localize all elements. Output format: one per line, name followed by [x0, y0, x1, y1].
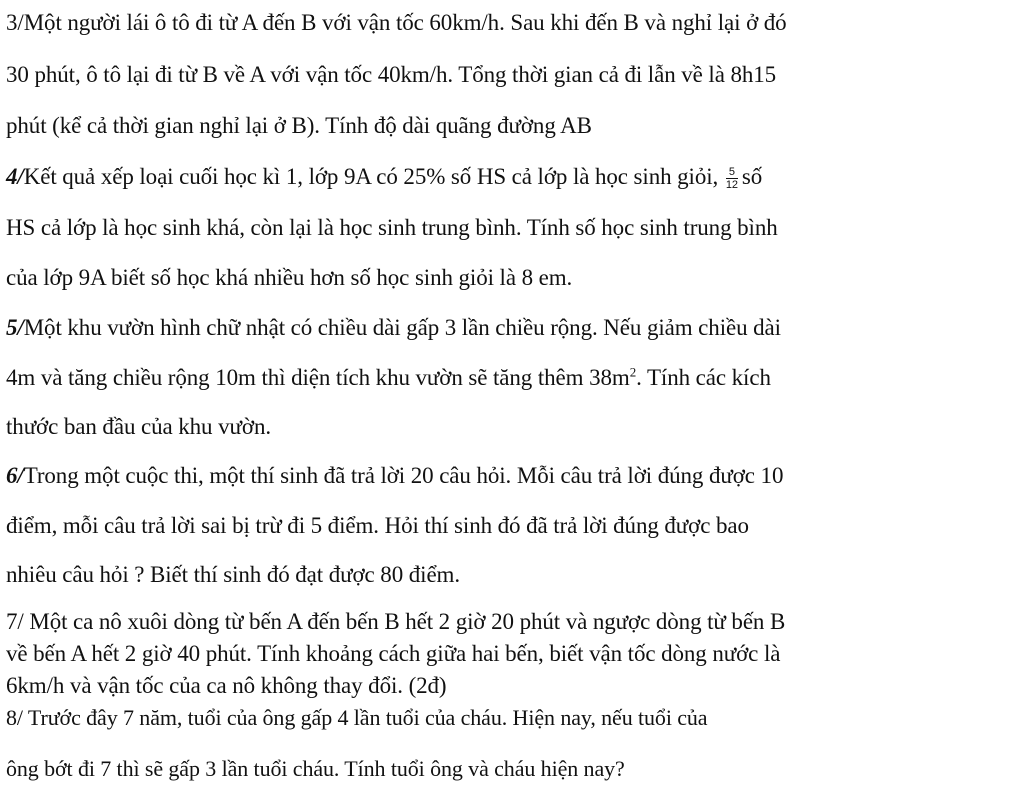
problem-6-line-1 [6, 461, 783, 491]
problem-3-line-2: 30 phút, ô tô lại đi từ B về A với vận tốc 40km/h. Tổng thời gian cả đi lẫn về là 8h15 [6, 62, 777, 87]
problem-4-number: 4/ [6, 164, 24, 189]
problem-6-line-2: điểm, mỗi câu trả lời sai bị trừ đi 5 điểm. Hỏi thí sinh đó đã trả lời đúng được bao [6, 513, 749, 538]
problem-5-line-3: thước ban đầu của khu vườn. [6, 414, 271, 439]
problem-5-line-2 [6, 363, 771, 393]
problem-4-line-1-text: Kết quả xếp loại cuối học kì 1, lớp 9A có 25% số HS cả lớp là học sinh giỏi, [23, 164, 719, 189]
problem-7-line-1: 7/ Một ca nô xuôi dòng từ bến A đến bến B hết 2 giờ 20 phút và ngược dòng từ bến B [6, 609, 786, 634]
problem-3-line-1: 3/Một người lái ô tô đi từ A đến B với vận tốc 60km/h. Sau khi đến B và nghỉ lại ở đó [6, 10, 787, 35]
squared-exponent: 2 [629, 364, 637, 380]
problem-5-line-1-text: Một khu vườn hình chữ nhật có chiều dài gấp 3 lần chiều rộng. Nếu giảm chiều dài [23, 315, 781, 340]
problem-7-line-3: 6km/h và vận tốc của ca nô không thay đổi. (2đ) [6, 673, 447, 698]
problem-6-number: 6/ [6, 463, 24, 488]
fraction-five-twelfths [726, 166, 738, 191]
problem-4-line-1-tail: số [741, 164, 763, 189]
problem-5-line-1 [6, 313, 781, 343]
fraction-numerator: 5 [728, 166, 735, 179]
problem-5-number: 5/ [6, 315, 24, 340]
problem-4-line-2: HS cả lớp là học sinh khá, còn lại là học sinh trung bình. Tính số học sinh trung bình [6, 215, 778, 240]
problem-7-line-2: về bến A hết 2 giờ 40 phút. Tính khoảng cách giữa hai bến, biết vận tốc dòng nước là [6, 641, 781, 666]
problem-6-line-3: nhiêu câu hỏi ? Biết thí sinh đó đạt được 80 điểm. [6, 562, 460, 587]
problem-3-line-3: phút (kể cả thời gian nghỉ lại ở B). Tính độ dài quãng đường AB [6, 113, 592, 138]
problem-8-line-1: 8/ Trước đây 7 năm, tuổi của ông gấp 4 lần tuổi của cháu. Hiện nay, nếu tuổi của [6, 705, 708, 730]
fraction-denominator: 12 [725, 179, 738, 192]
problem-4-line-3: của lớp 9A biết số học khá nhiều hơn số học sinh giỏi là 8 em. [6, 265, 573, 290]
problem-5-line-2-post: . Tính các kích [636, 365, 771, 390]
problem-4-line-1 [6, 162, 762, 192]
problem-6-line-1-text: Trong một cuộc thi, một thí sinh đã trả lời 20 câu hỏi. Mỗi câu trả lời đúng được 10 [23, 463, 784, 488]
problem-8-line-2: ông bớt đi 7 thì sẽ gấp 3 lần tuổi cháu. Tính tuổi ông và cháu hiện nay? [6, 756, 625, 781]
problem-5-line-2-pre: 4m và tăng chiều rộng 10m thì diện tích khu vườn sẽ tăng thêm 38m [6, 365, 630, 390]
